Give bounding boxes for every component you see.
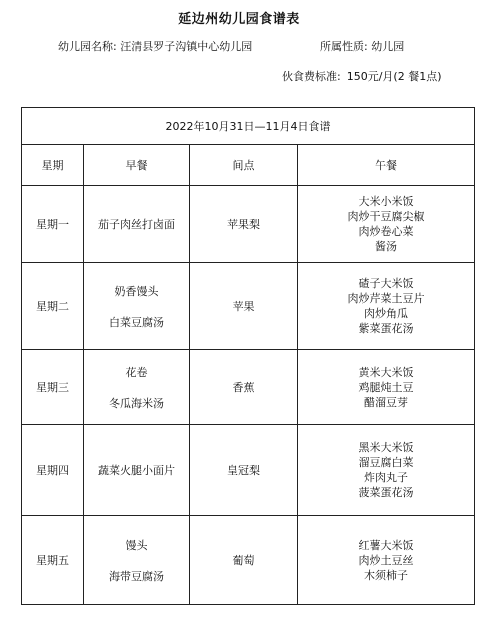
kindergarten-name-label: 幼儿园名称:	[58, 40, 117, 53]
lunch-item: 大米小米饭	[358, 195, 414, 208]
lunch-item: 木须柿子	[364, 568, 409, 582]
breakfast-item: 白菜豆腐汤	[109, 315, 164, 329]
day-cell: 星期三	[22, 350, 84, 425]
week-range-row	[22, 108, 475, 145]
table-row	[22, 516, 475, 605]
table-row	[22, 350, 475, 425]
kindergarten-type-line	[320, 38, 404, 54]
page-title: 延边州幼儿园食谱表	[178, 12, 300, 27]
fee-line	[282, 68, 442, 84]
breakfast-cell	[84, 425, 190, 516]
day-cell: 星期五	[22, 516, 84, 605]
breakfast-cell	[84, 350, 190, 425]
snack-cell: 苹果梨	[190, 186, 298, 263]
fee-value: 150元/月(2 餐1点)	[346, 70, 442, 83]
day-cell: 星期二	[22, 263, 84, 350]
table-row	[22, 425, 475, 516]
menu-table	[21, 107, 475, 605]
breakfast-item: 馒头	[125, 538, 148, 552]
table-header-row	[22, 145, 475, 186]
lunch-item: 肉炒干豆腐尖椒	[347, 210, 425, 223]
header-lunch: 午餐	[298, 145, 475, 186]
breakfast-cell	[84, 186, 190, 263]
breakfast-item: 冬瓜海米汤	[109, 396, 164, 410]
breakfast-item: 茄子肉丝打卤面	[98, 218, 175, 231]
breakfast-cell	[84, 516, 190, 605]
lunch-item: 紫菜蛋花汤	[358, 322, 414, 335]
lunch-cell	[298, 186, 475, 263]
kindergarten-name-value: 汪清县罗子沟镇中心幼儿园	[120, 40, 253, 53]
lunch-item: 肉炒土豆丝	[358, 553, 414, 567]
lunch-cell	[298, 425, 475, 516]
kindergarten-type-label: 所属性质:	[320, 40, 368, 53]
header-snack: 间点	[190, 145, 298, 186]
table-row	[22, 186, 475, 263]
snack-cell: 苹果	[190, 263, 298, 350]
lunch-item: 醋溜豆芽	[364, 395, 409, 409]
fee-label: 伙食费标准:	[282, 70, 341, 83]
breakfast-item: 海带豆腐汤	[109, 569, 164, 583]
lunch-cell	[298, 350, 475, 425]
table-row	[22, 263, 475, 350]
week-range: 2022年10月31日—11月4日食谱	[22, 108, 475, 145]
lunch-cell	[298, 516, 475, 605]
lunch-item: 黑米大米饭	[358, 441, 414, 454]
lunch-item: 肉炒卷心菜	[358, 225, 414, 238]
snack-cell: 葡萄	[190, 516, 298, 605]
header-day: 星期	[22, 145, 84, 186]
breakfast-item: 蔬菜火腿小面片	[98, 464, 175, 477]
lunch-item: 肉炒芹菜土豆片	[347, 292, 425, 305]
lunch-item: 鸡腿炖土豆	[358, 380, 414, 394]
breakfast-item: 花卷	[125, 365, 148, 379]
lunch-cell	[298, 263, 475, 350]
lunch-item: 炸肉丸子	[364, 471, 409, 484]
lunch-item: 酱汤	[375, 240, 398, 253]
snack-cell: 香蕉	[190, 350, 298, 425]
lunch-item: 菠菜蛋花汤	[358, 486, 414, 499]
day-cell: 星期一	[22, 186, 84, 263]
lunch-item: 黄米大米饭	[358, 365, 414, 379]
breakfast-item: 奶香馒头	[114, 284, 159, 298]
lunch-item: 碴子大米饭	[358, 277, 414, 290]
breakfast-cell	[84, 263, 190, 350]
lunch-item: 红薯大米饭	[358, 538, 414, 552]
snack-cell: 皇冠梨	[190, 425, 298, 516]
lunch-item: 肉炒角瓜	[364, 307, 409, 320]
kindergarten-name-line	[58, 38, 252, 54]
header-breakfast: 早餐	[84, 145, 190, 186]
lunch-item: 溜豆腐白菜	[358, 456, 414, 469]
kindergarten-type-value: 幼儿园	[371, 40, 405, 53]
day-cell: 星期四	[22, 425, 84, 516]
